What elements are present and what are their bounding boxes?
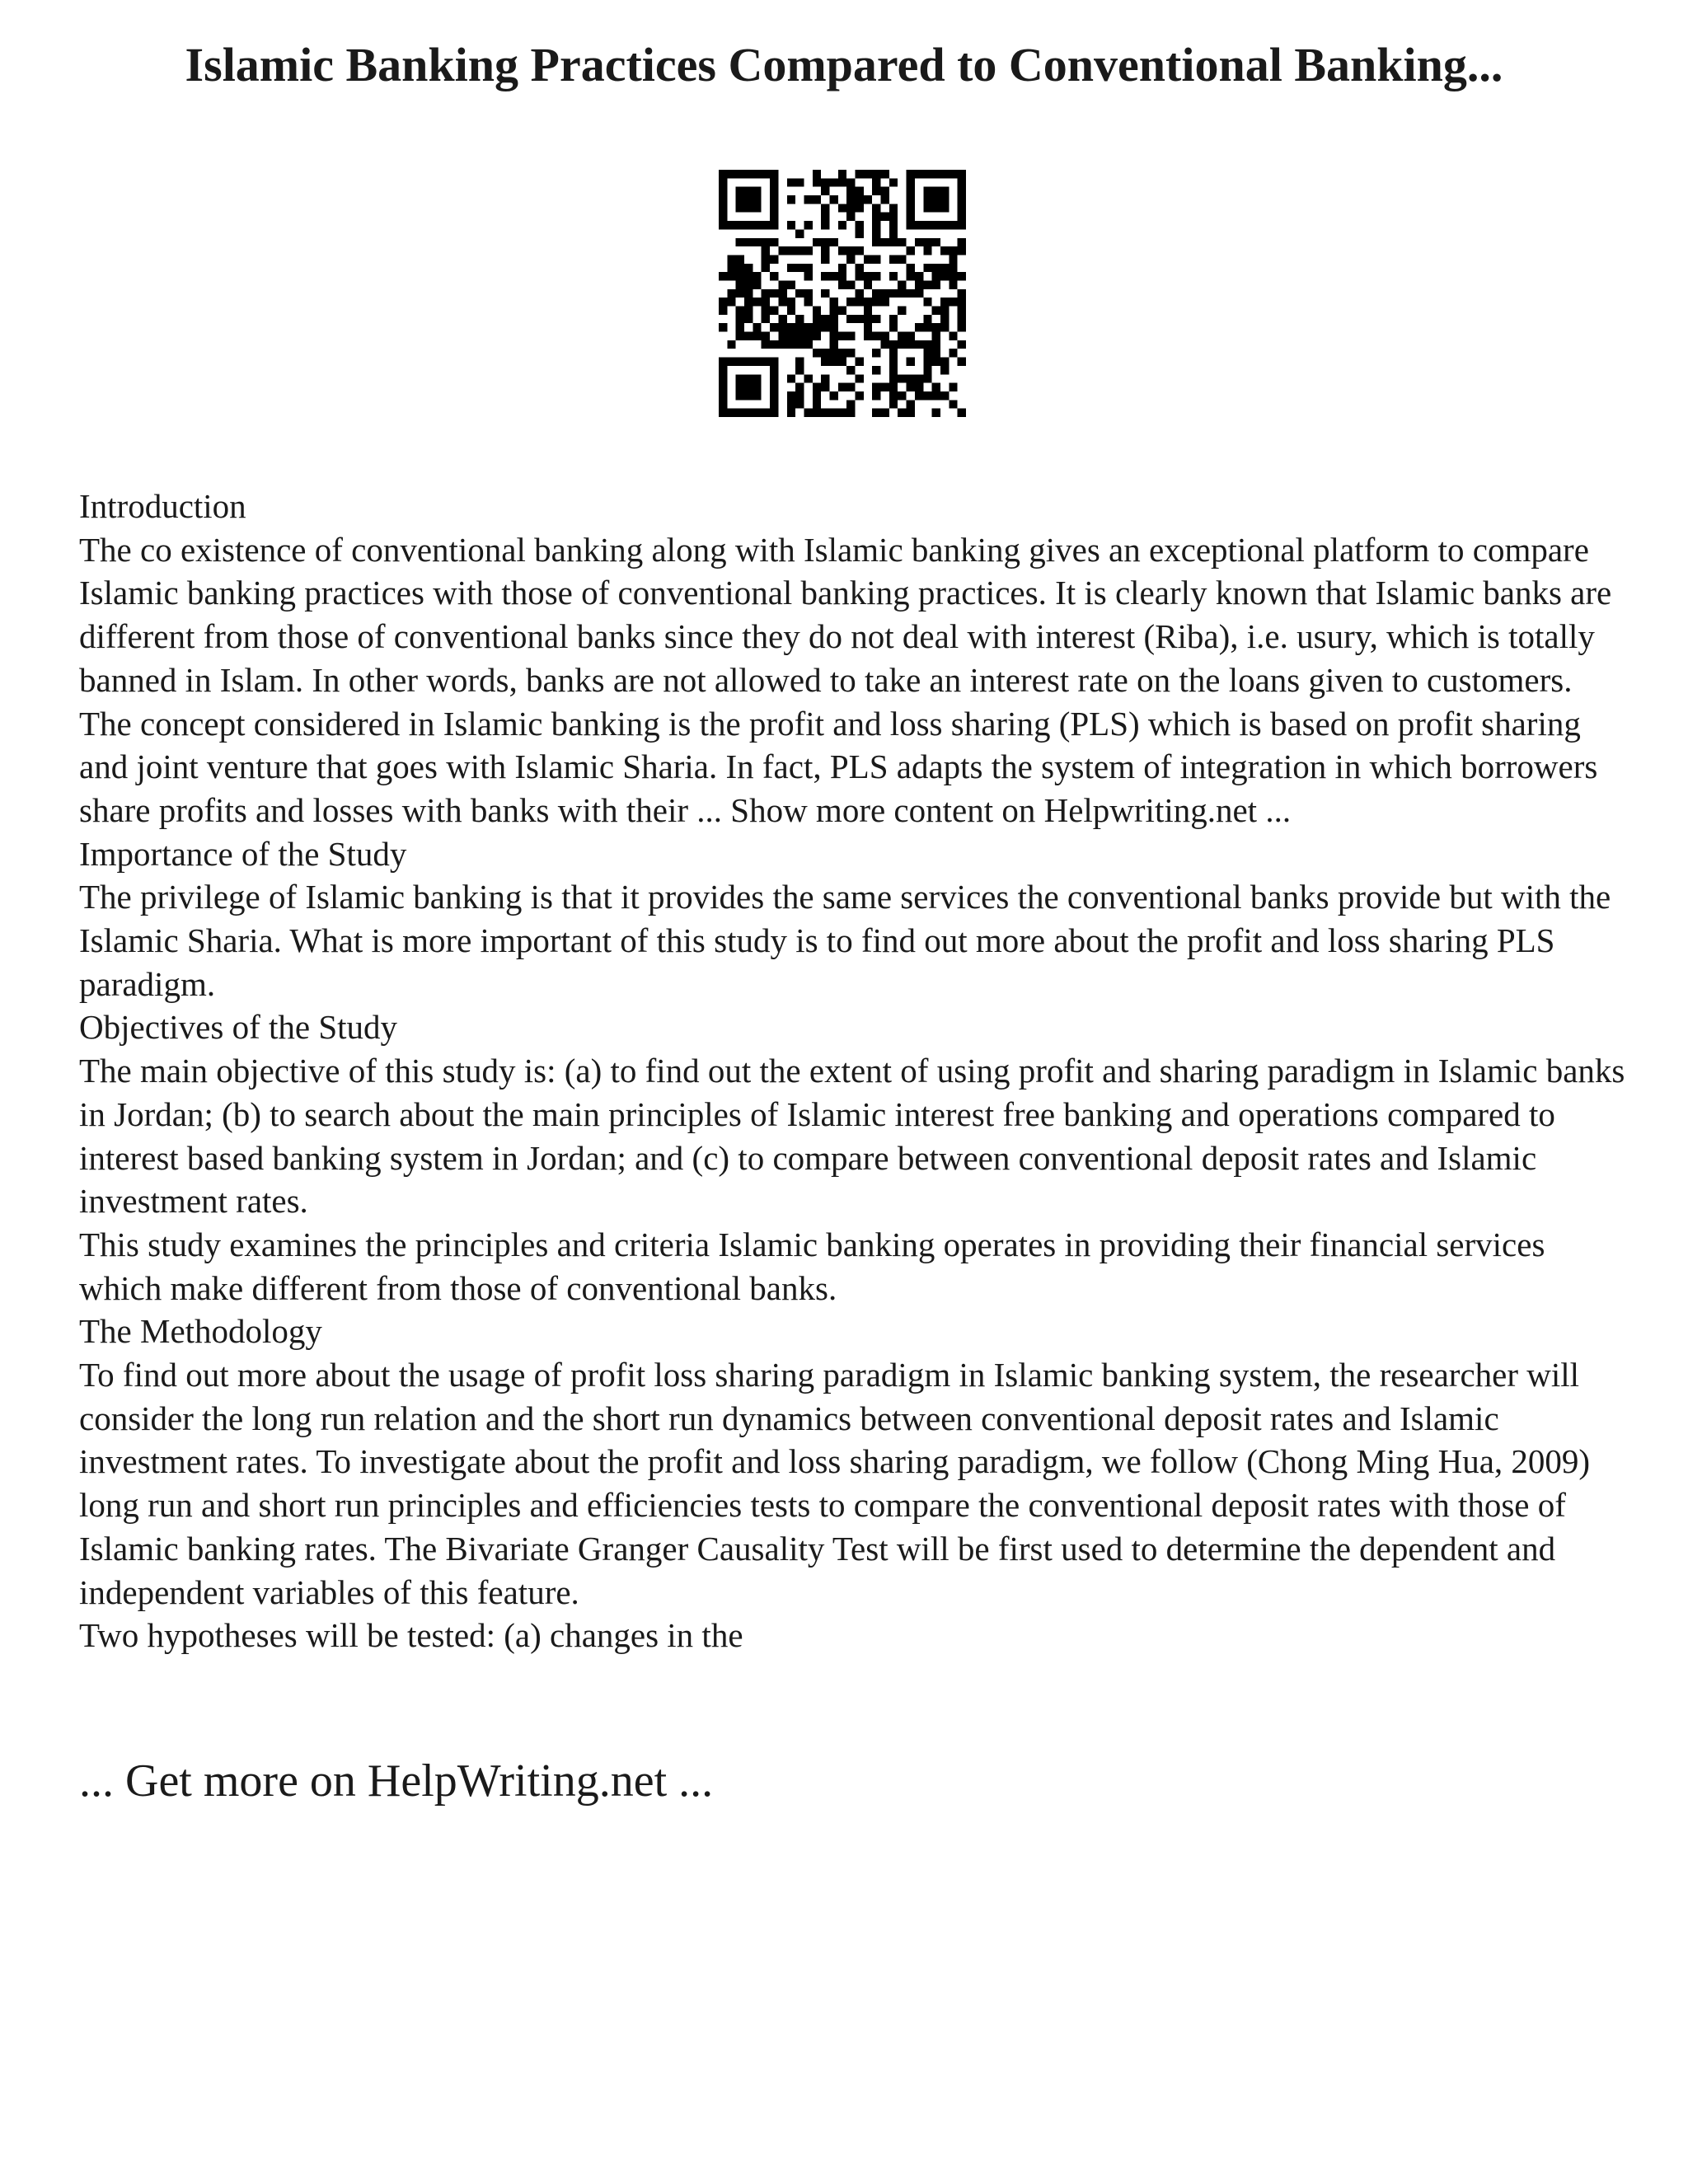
section-heading-objectives: Objectives of the Study <box>79 1008 398 1047</box>
document-title: Islamic Banking Practices Compared to Conventional Banking... <box>185 38 1503 91</box>
get-more-link[interactable]: ... Get more on HelpWriting.net ... <box>79 1755 714 1807</box>
paragraph-study-scope: This study examines the principles and criteria Islamic banking operates in providing their financial services which make different from those of conventional banks. <box>79 1225 1545 1307</box>
qr-code-icon <box>719 170 966 417</box>
paragraph-hypotheses: Two hypotheses will be tested: (a) changes in the <box>79 1616 743 1655</box>
document-body <box>79 485 1629 1657</box>
paragraph-introduction: The co existence of conventional banking along with Islamic banking gives an exceptional platform to compare Islamic banking practices with those of conventional banking practices. It is clearly known that Islamic banks are different from those of conventional banks since they do not deal with interest (Riba), i.e. usury, which is totally banned in Islam. In other words, banks are not allowed to take an interest rate on the loans given to customers. The concept considered in Islamic banking is the profit and loss sharing (PLS) which is based on profit sharing and joint venture that goes with Islamic Sharia. In fact, PLS adapts the system of integration in which borrowers share profits and losses with banks with their ... Show more content on Helpwriting.net ... <box>79 530 1612 829</box>
paragraph-objectives: The main objective of this study is: (a) to find out the extent of using profit and sharing paradigm in Islamic banks in Jordan; (b) to search about the main principles of Islamic interest free banking and operations compared to interest based banking system in Jordan; and (c) to compare between conventional deposit rates and Islamic investment rates. <box>79 1052 1625 1221</box>
section-heading-introduction: Introduction <box>79 487 246 525</box>
section-heading-importance: Importance of the Study <box>79 834 407 873</box>
paragraph-importance: The privilege of Islamic banking is that it provides the same services the conventional banks provide but with the Islamic Sharia. What is more important of this study is to find out more about the profit and loss sharing PLS paradigm. <box>79 878 1611 1003</box>
section-heading-methodology: The Methodology <box>79 1312 322 1351</box>
paragraph-methodology: To find out more about the usage of profit loss sharing paradigm in Islamic banking system, the researcher will consider the long run relation and the short run dynamics between conventional deposit rates and Islamic investment rates. To investigate about the profit and loss sharing paradigm, we follow (Chong Ming Hua, 2009) long run and short run principles and efficiencies tests to compare the conventional deposit rates with those of Islamic banking rates. The Bivariate Granger Causality Test will be first used to determine the dependent and independent variables of this feature. <box>79 1356 1591 1611</box>
